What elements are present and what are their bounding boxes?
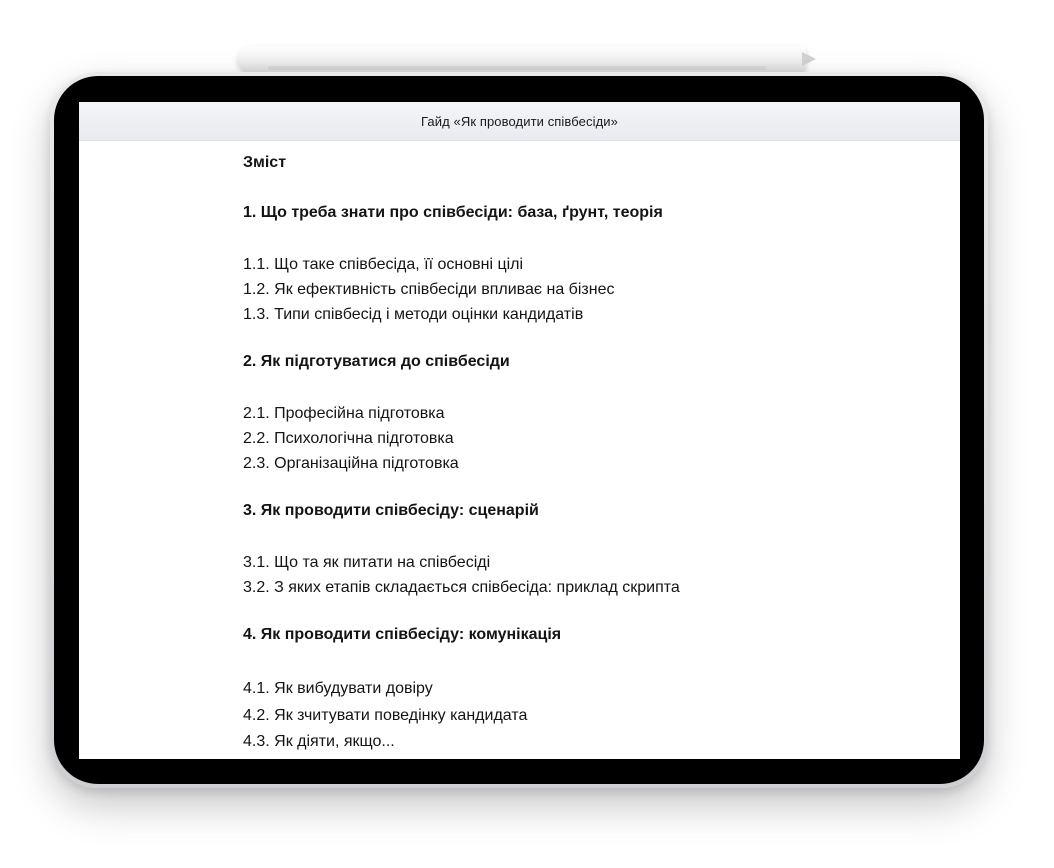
toc-section-title[interactable]: 1. Що треба знати про співбесіди: база, ґрунт, теорія: [243, 204, 663, 221]
toc-section: [243, 202, 883, 327]
toc-section: [243, 351, 883, 476]
stylus-flat-edge: [268, 66, 766, 70]
stylus-tip: [802, 52, 816, 66]
stylus-pencil: [238, 46, 806, 72]
toc-section: [243, 624, 883, 756]
toc-item[interactable]: 2.3. Організаційна підготовка: [243, 455, 459, 472]
toc-item[interactable]: 4.1. Як вибудувати довіру: [243, 680, 433, 697]
toc-item[interactable]: 1.2. Як ефективність співбесіди впливає на бізнес: [243, 281, 615, 298]
toc-item[interactable]: 2.1. Професійна підготовка: [243, 405, 445, 422]
toc-heading: Зміст: [243, 154, 287, 171]
toc-section-title[interactable]: 4. Як проводити співбесіду: комунікація: [243, 626, 562, 643]
toc-item[interactable]: 4.2. Як зчитувати поведінку кандидата: [243, 706, 528, 724]
document-content[interactable]: [243, 152, 883, 759]
document-title: Гайд «Як проводити співбесіди»: [421, 113, 618, 129]
toc-item[interactable]: 3.2. З яких етапів складається співбесіда: приклад скрипта: [243, 579, 680, 596]
toc-item[interactable]: 2.2. Психологічна підготовка: [243, 430, 454, 447]
toc-item[interactable]: 3.1. Що та як питати на співбесіді: [243, 554, 491, 571]
toc-section-title[interactable]: 2. Як підготуватися до співбесіди: [243, 353, 510, 370]
toc-section: [243, 500, 883, 600]
toc-section-title[interactable]: 3. Як проводити співбесіду: сценарій: [243, 502, 539, 519]
tablet-screen: [79, 102, 960, 759]
toc-item[interactable]: 4.3. Як діяти, якщо...: [243, 733, 395, 750]
document-title-bar: [79, 102, 960, 141]
toc-item[interactable]: 1.3. Типи співбесід і методи оцінки кандидатів: [243, 306, 584, 323]
toc-item[interactable]: 1.1. Що таке співбесіда, її основні цілі: [243, 256, 524, 273]
